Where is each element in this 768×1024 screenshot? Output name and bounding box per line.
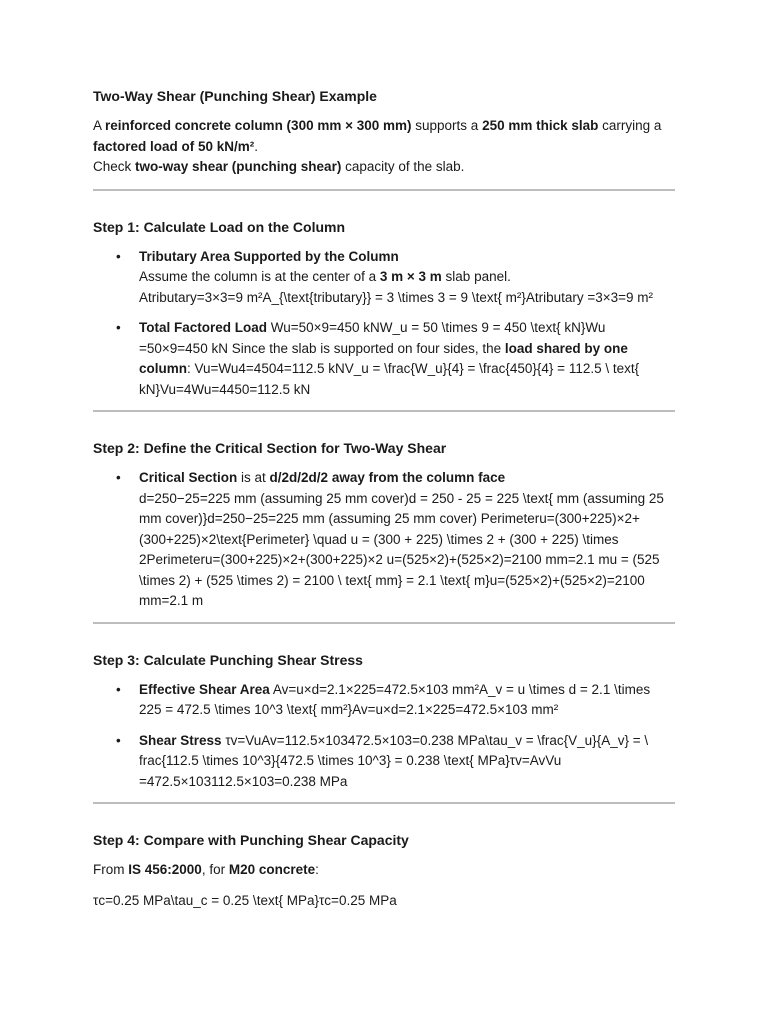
bullet-glyph: • — [116, 681, 121, 697]
intro-bold-column: reinforced concrete column (300 mm × 300 mm) — [105, 118, 412, 133]
document-title: Two-Way Shear (Punching Shear) Example — [93, 88, 377, 104]
section-divider — [93, 189, 675, 191]
intro-paragraph — [93, 116, 675, 178]
section-divider — [93, 622, 675, 624]
intro-bold-slab: 250 mm thick slab — [482, 118, 599, 133]
section-divider — [93, 802, 675, 804]
step4-source — [93, 860, 675, 881]
item-text: τv=VuAv=112.5×103472.5×103=0.238 MPa\tau_v = \frac{V_u}{A_v} = \ frac{112.5 \times 10^3}{472.5 \times 10^3} = 0.238 \text{ MPa}τv=AvVu =472.5×103112.5×103=0.238 MPa — [139, 732, 649, 789]
item-bold: d/2d/2d/2 away from the column face — [269, 470, 506, 485]
item-title: Total Factored Load — [139, 320, 268, 335]
bullet-glyph: • — [116, 248, 121, 264]
intro-text: Check — [93, 159, 136, 174]
intro-text: supports a — [411, 118, 483, 133]
item-title: Effective Shear Area — [139, 681, 270, 697]
item-bold: 3 m × 3 m — [379, 269, 442, 284]
list-item — [116, 247, 675, 309]
intro-text: capacity of the slab. — [341, 159, 465, 174]
bullet-glyph: • — [116, 732, 121, 748]
item-text: Wu=50×9=450 kNW_u = 50 \times 9 = 450 \text{ kN}Wu =50×9=450 kN Since the slab is supported on four sides, the — [139, 320, 606, 356]
item-text: Assume the column is at the center of a — [139, 269, 380, 284]
step1-list — [93, 247, 675, 401]
source-text: , for — [201, 862, 229, 877]
item-text: is at — [237, 470, 270, 485]
list-item — [116, 468, 675, 612]
list-item — [116, 731, 675, 793]
item-text: : Vu=Wu4=4504=112.5 kNV_u = \frac{W_u}{4} = \frac{450}{4} = 112.5 \ text{ kN}Vu=4Wu=4450=112.5 kN — [139, 361, 640, 397]
source-standard: IS 456:2000 — [128, 862, 202, 877]
step2-list — [93, 468, 675, 612]
intro-text: A — [93, 118, 106, 133]
section-divider — [93, 410, 675, 412]
item-title: Critical Section — [139, 470, 238, 485]
item-text: slab panel. — [441, 269, 511, 284]
source-text: From — [93, 862, 129, 877]
step3-heading: Step 3: Calculate Punching Shear Stress — [93, 651, 363, 668]
intro-bold-check: two-way shear (punching shear) — [135, 159, 342, 174]
bullet-glyph: • — [116, 320, 121, 335]
step4-heading: Step 4: Compare with Punching Shear Capacity — [93, 832, 409, 848]
item-bold: load shared by one column — [139, 340, 628, 376]
step3-list — [93, 680, 675, 793]
intro-bold-load: factored load of 50 kN/m² — [93, 138, 255, 154]
item-title: Tributary Area Supported by the Column — [139, 248, 399, 264]
step1-heading: Step 1: Calculate Load on the Column — [93, 218, 346, 235]
intro-text: . — [254, 138, 259, 154]
item-text: Av=u×d=2.1×225=472.5×103 mm²A_v = u \times d = 2.1 \times 225 = 472.5 \times 10^3 \text{ mm²}Av=u×d=2.1×225=472.5×103 mm² — [139, 681, 651, 717]
step4-formula: τc=0.25 MPa\tau_c = 0.25 \text{ MPa}τc=0.25 MPa — [93, 892, 397, 908]
item-formula: d=250−25=225 mm (assuming 25 mm cover)d = 250 - 25 = 225 \text{ mm (assuming 25 mm cover)}d=250−25=225 mm (assuming 25 mm cover) Perimeteru=(300+225)×2+(300+225)×2\text{Perimeter} \quad u = (300 + 225) \times 2 + (300 + 225) \times 2Perimeteru=(300+225)×2+(300+225)×2 u=(525×2)+(525×2)=2100 mm=2.1 mu = (525 \times 2) + (525 \times 2) = 2100 \ text{ mm} = 2.1 \text{ m}u=(525×2)+(525×2)=2100 mm=2.1 m — [139, 490, 664, 608]
intro-text: carrying a — [598, 118, 662, 133]
step2-heading: Step 2: Define the Critical Section for Two-Way Shear — [93, 440, 447, 456]
item-formula: Atributary=3×3=9 m²A_{\text{tributary}} = 3 \times 3 = 9 \text{ m²}Atributary =3×3=9 m² — [139, 289, 654, 305]
source-grade: M20 concrete — [228, 862, 316, 877]
list-item — [116, 318, 675, 400]
bullet-glyph: • — [116, 470, 121, 485]
source-text: : — [315, 862, 319, 877]
list-item — [116, 680, 675, 721]
item-title: Shear Stress — [139, 732, 222, 748]
